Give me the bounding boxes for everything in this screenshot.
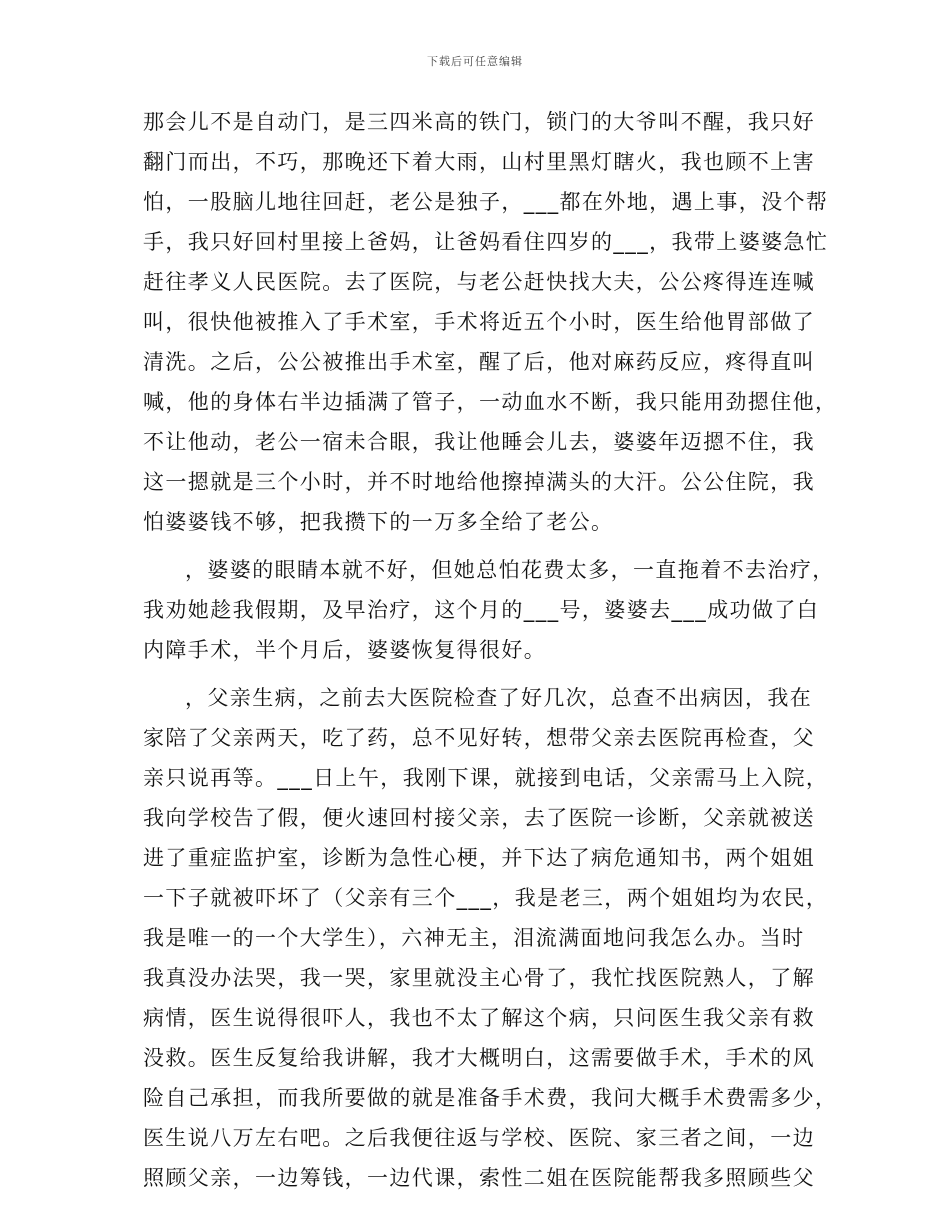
paragraph-line: 一下子就被吓坏了（父亲有三个___，我是老三，两个姐姐均为农民，: [143, 886, 829, 910]
paragraph-1: [143, 102, 838, 542]
paragraph-line: 照顾父亲，一边筹钱，一边代课，索性二姐在医院能帮我多照顾些父: [143, 1166, 815, 1190]
paragraph-line: 家陪了父亲两天，吃了药，总不见好转，想带父亲去医院再检查，父: [143, 726, 815, 750]
paragraph-line: ，婆婆的眼睛本就不好，但她总怕花费太多，一直拖着不去治疗，: [185, 558, 835, 582]
paragraph-line: 我向学校告了假，便火速回村接父亲，去了医院一诊断，父亲就被送: [143, 806, 815, 830]
paragraph-line: 喊，他的身体右半边插满了管子，一动血水不断，我只能用劲摁住他，: [143, 390, 838, 414]
paragraph-line: 赶往孝义人民医院。去了医院，与老公赶快找大夫，公公疼得连连喊: [143, 270, 815, 294]
paragraph-line: 内障手术，半个月后，婆婆恢复得很好。: [143, 638, 547, 662]
paragraph-line: 我劝她趁我假期，及早治疗，这个月的___号，婆婆去___成功做了白: [143, 598, 820, 622]
paragraph-line: 病情，医生说得很吓人，我也不太了解这个病，只问医生我父亲有救: [143, 1006, 815, 1030]
document-body: [143, 102, 838, 1198]
paragraph-line: 险自己承担，而我所要做的就是准备手术费，我问大概手术费需多少，: [143, 1086, 838, 1110]
paragraph-line: 怕，一股脑儿地往回赶，老公是独子，___都在外地，遇上事，没个帮: [143, 190, 829, 214]
paragraph-line: 不让他动，老公一宿未合眼，我让他睡会儿去，婆婆年迈摁不住，我: [143, 430, 815, 454]
paragraph-line: ，父亲生病，之前去大医院检查了好几次，总查不出病因，我在: [185, 686, 813, 710]
paragraph-line: 亲只说再等。___日上午，我刚下课，就接到电话，父亲需马上入院，: [143, 766, 829, 790]
paragraph-line: 医生说八万左右吧。之后我便往返与学校、医院、家三者之间，一边: [143, 1126, 815, 1150]
paragraph-3: [143, 678, 838, 1198]
paragraph-2: [143, 550, 835, 670]
paragraph-line: 没救。医生反复给我讲解，我才大概明白，这需要做手术，手术的风: [143, 1046, 815, 1070]
paragraph-line: 怕婆婆钱不够，把我攒下的一万多全给了老公。: [143, 510, 614, 534]
paragraph-line: 清洗。之后，公公被推出手术室，醒了后，他对麻药反应，疼得直叫: [143, 350, 815, 374]
paragraph-line: 那会儿不是自动门，是三四米高的铁门，锁门的大爷叫不醒，我只好: [143, 110, 815, 134]
page-header: 下载后可任意编辑: [427, 55, 523, 68]
paragraph-line: 这一摁就是三个小时，并不时地给他擦掉满头的大汗。公公住院，我: [143, 470, 815, 494]
paragraph-line: 进了重症监护室，诊断为急性心梗，并下达了病危通知书，两个姐姐: [143, 846, 815, 870]
paragraph-line: 我是唯一的一个大学生），六神无主，泪流满面地问我怎么办。当时: [143, 926, 805, 950]
paragraph-line: 翻门而出，不巧，那晚还下着大雨，山村里黑灯瞎火，我也顾不上害: [143, 150, 815, 174]
paragraph-line: 叫，很快他被推入了手术室，手术将近五个小时，医生给他胃部做了: [143, 310, 815, 334]
paragraph-line: 手，我只好回村里接上爸妈，让爸妈看住四岁的___，我带上婆婆急忙: [143, 230, 829, 254]
paragraph-line: 我真没办法哭，我一哭，家里就没主心骨了，我忙找医院熟人，了解: [143, 966, 815, 990]
